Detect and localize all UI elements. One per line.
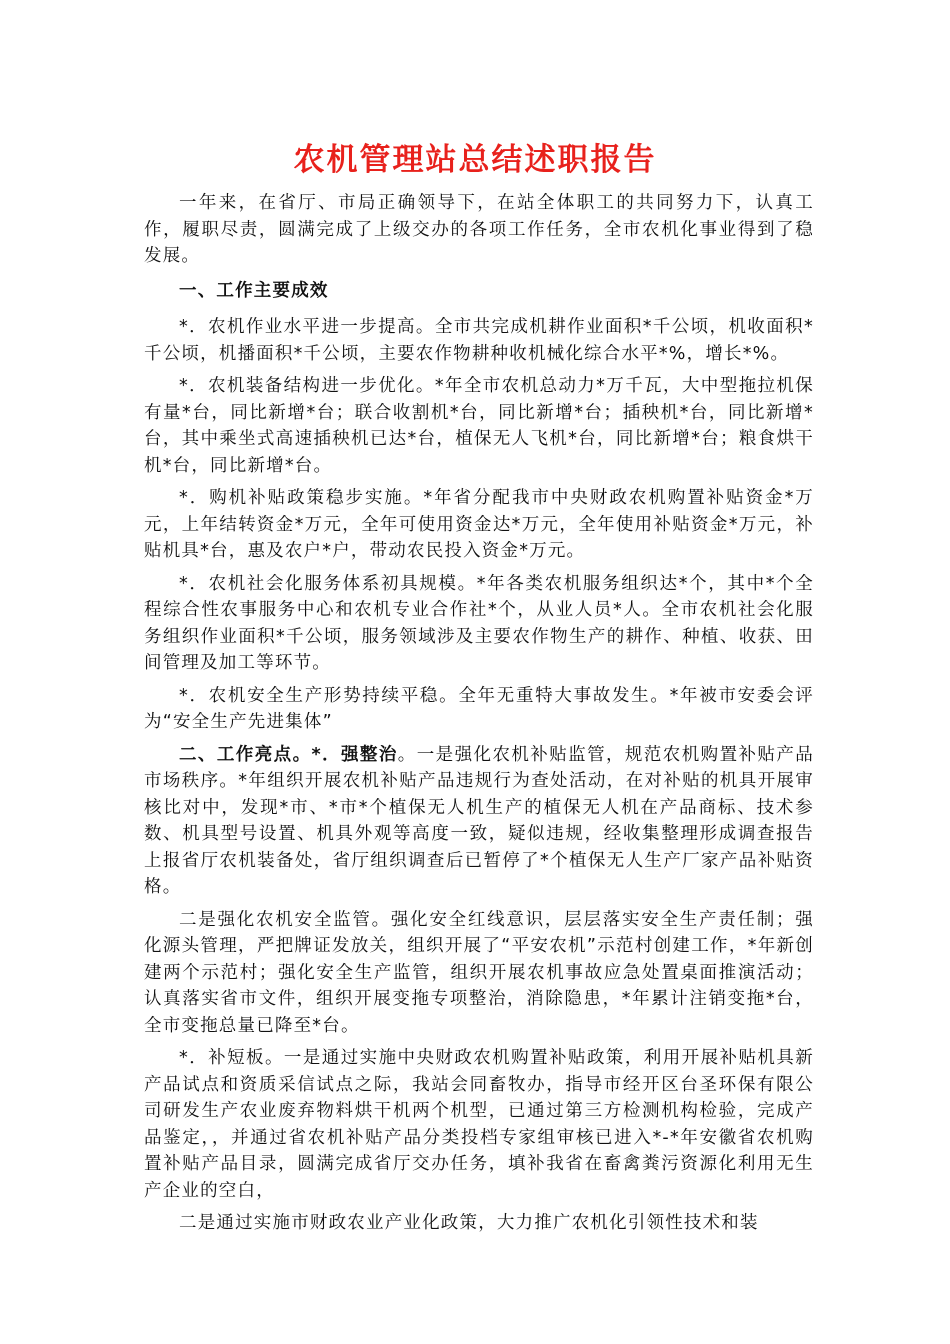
section-2-paragraph-1 [144, 742, 814, 901]
document-title: 农机管理站总结述职报告 [293, 142, 657, 178]
section-2-paragraph-3: *．补短板。一是通过实施中央财政农机购置补贴政策，利用开展补贴机具新产品试点和资质采信试点之际，我站会同畜牧办，指导市经开区台圣环保有限公司研发生产农业废弃物料烘干机两个机型，已通过第三方检测机构检验，完成产品鉴定，，并通过省农机补贴产品分类投档专家组审核已进入*-*年安徽省农机购置补贴产品目录，圆满完成省厅交办任务，填补我省在畜禽粪污资源化利用无生产企业的空白， [144, 1048, 814, 1201]
section-2-paragraph-4: 二是通过实施市财政农业产业化政策，大力推广农机化引领性技术和装 [179, 1213, 759, 1233]
section-1-item: *．购机补贴政策稳步实施。*年省分配我市中央财政农机购置补贴资金*万元，上年结转资金*万元，全年可使用资金达*万元，全年使用补贴资金*万元，补贴机具*台，惠及农户*户，带动农民投入资金*万元。 [144, 488, 814, 561]
intro-paragraph: 一年来，在省厅、市局正确领导下，在站全体职工的共同努力下，认真工作，履职尽责，圆满完成了上级交办的各项工作任务，全市农机化事业得到了稳发展。 [144, 193, 814, 266]
section-1-item: *．农机安全生产形势持续平稳。全年无重特大事故发生。*年被市安委会评为“安全生产先进集体” [144, 685, 814, 732]
section-1-item: *．农机装备结构进一步优化。*年全市农机总动力*万千瓦，大中型拖拉机保有量*台，同比新增*台；联合收割机*台，同比新增*台；插秧机*台，同比新增*台，其中乘坐式高速插秧机已达*台，植保无人飞机*台，同比新增*台；粮食烘干机*台，同比新增*台。 [144, 376, 814, 476]
section-1-item: *．农机社会化服务体系初具规模。*年各类农机服务组织达*个，其中*个全程综合性农事服务中心和农机专业合作社*个，从业人员*人。全市农机社会化服务组织作业面积*千公顷，服务领域涉及主要农作物生产的耕作、种植、收获、田间管理及加工等环节。 [144, 573, 814, 673]
section-2-heading: 二、工作亮点。*．强整治 [179, 744, 398, 765]
document-body [144, 190, 814, 1243]
section-1-heading: 一、工作主要成效 [179, 280, 329, 301]
section-2-paragraph-1-text: 。一是强化农机补贴监管，规范农机购置补贴产品市场秩序。*年组织开展农机补贴产品违规行为查处活动，在对补贴的机具开展审核比对中，发现*市、*市*个植保无人机生产的植保无人机在产品商标、技术参数、机具型号设置、机具外观等高度一致，疑似违规，经收集整理形成调查报告上报省厅农机装备处，省厅组织调查后已暂停了*个植保无人生产厂家产品补贴资格。 [144, 744, 814, 897]
section-1-item: *．农机作业水平进一步提高。全市共完成机耕作业面积*千公顷，机收面积*千公顷，机播面积*千公顷，主要农作物耕种收机械化综合水平*%，增长*%。 [144, 317, 814, 364]
section-2-paragraph-2: 二是强化农机安全监管。强化安全红线意识，层层落实安全生产责任制；强化源头管理，严把牌证发放关，组织开展了“平安农机”示范村创建工作，*年新创建两个示范村；强化安全生产监管，组织开展农机事故应急处置桌面推演活动；认真落实省市文件，组织开展变拖专项整治，消除隐患，*年累计注销变拖*台，全市变拖总量已降至*台。 [144, 909, 814, 1036]
